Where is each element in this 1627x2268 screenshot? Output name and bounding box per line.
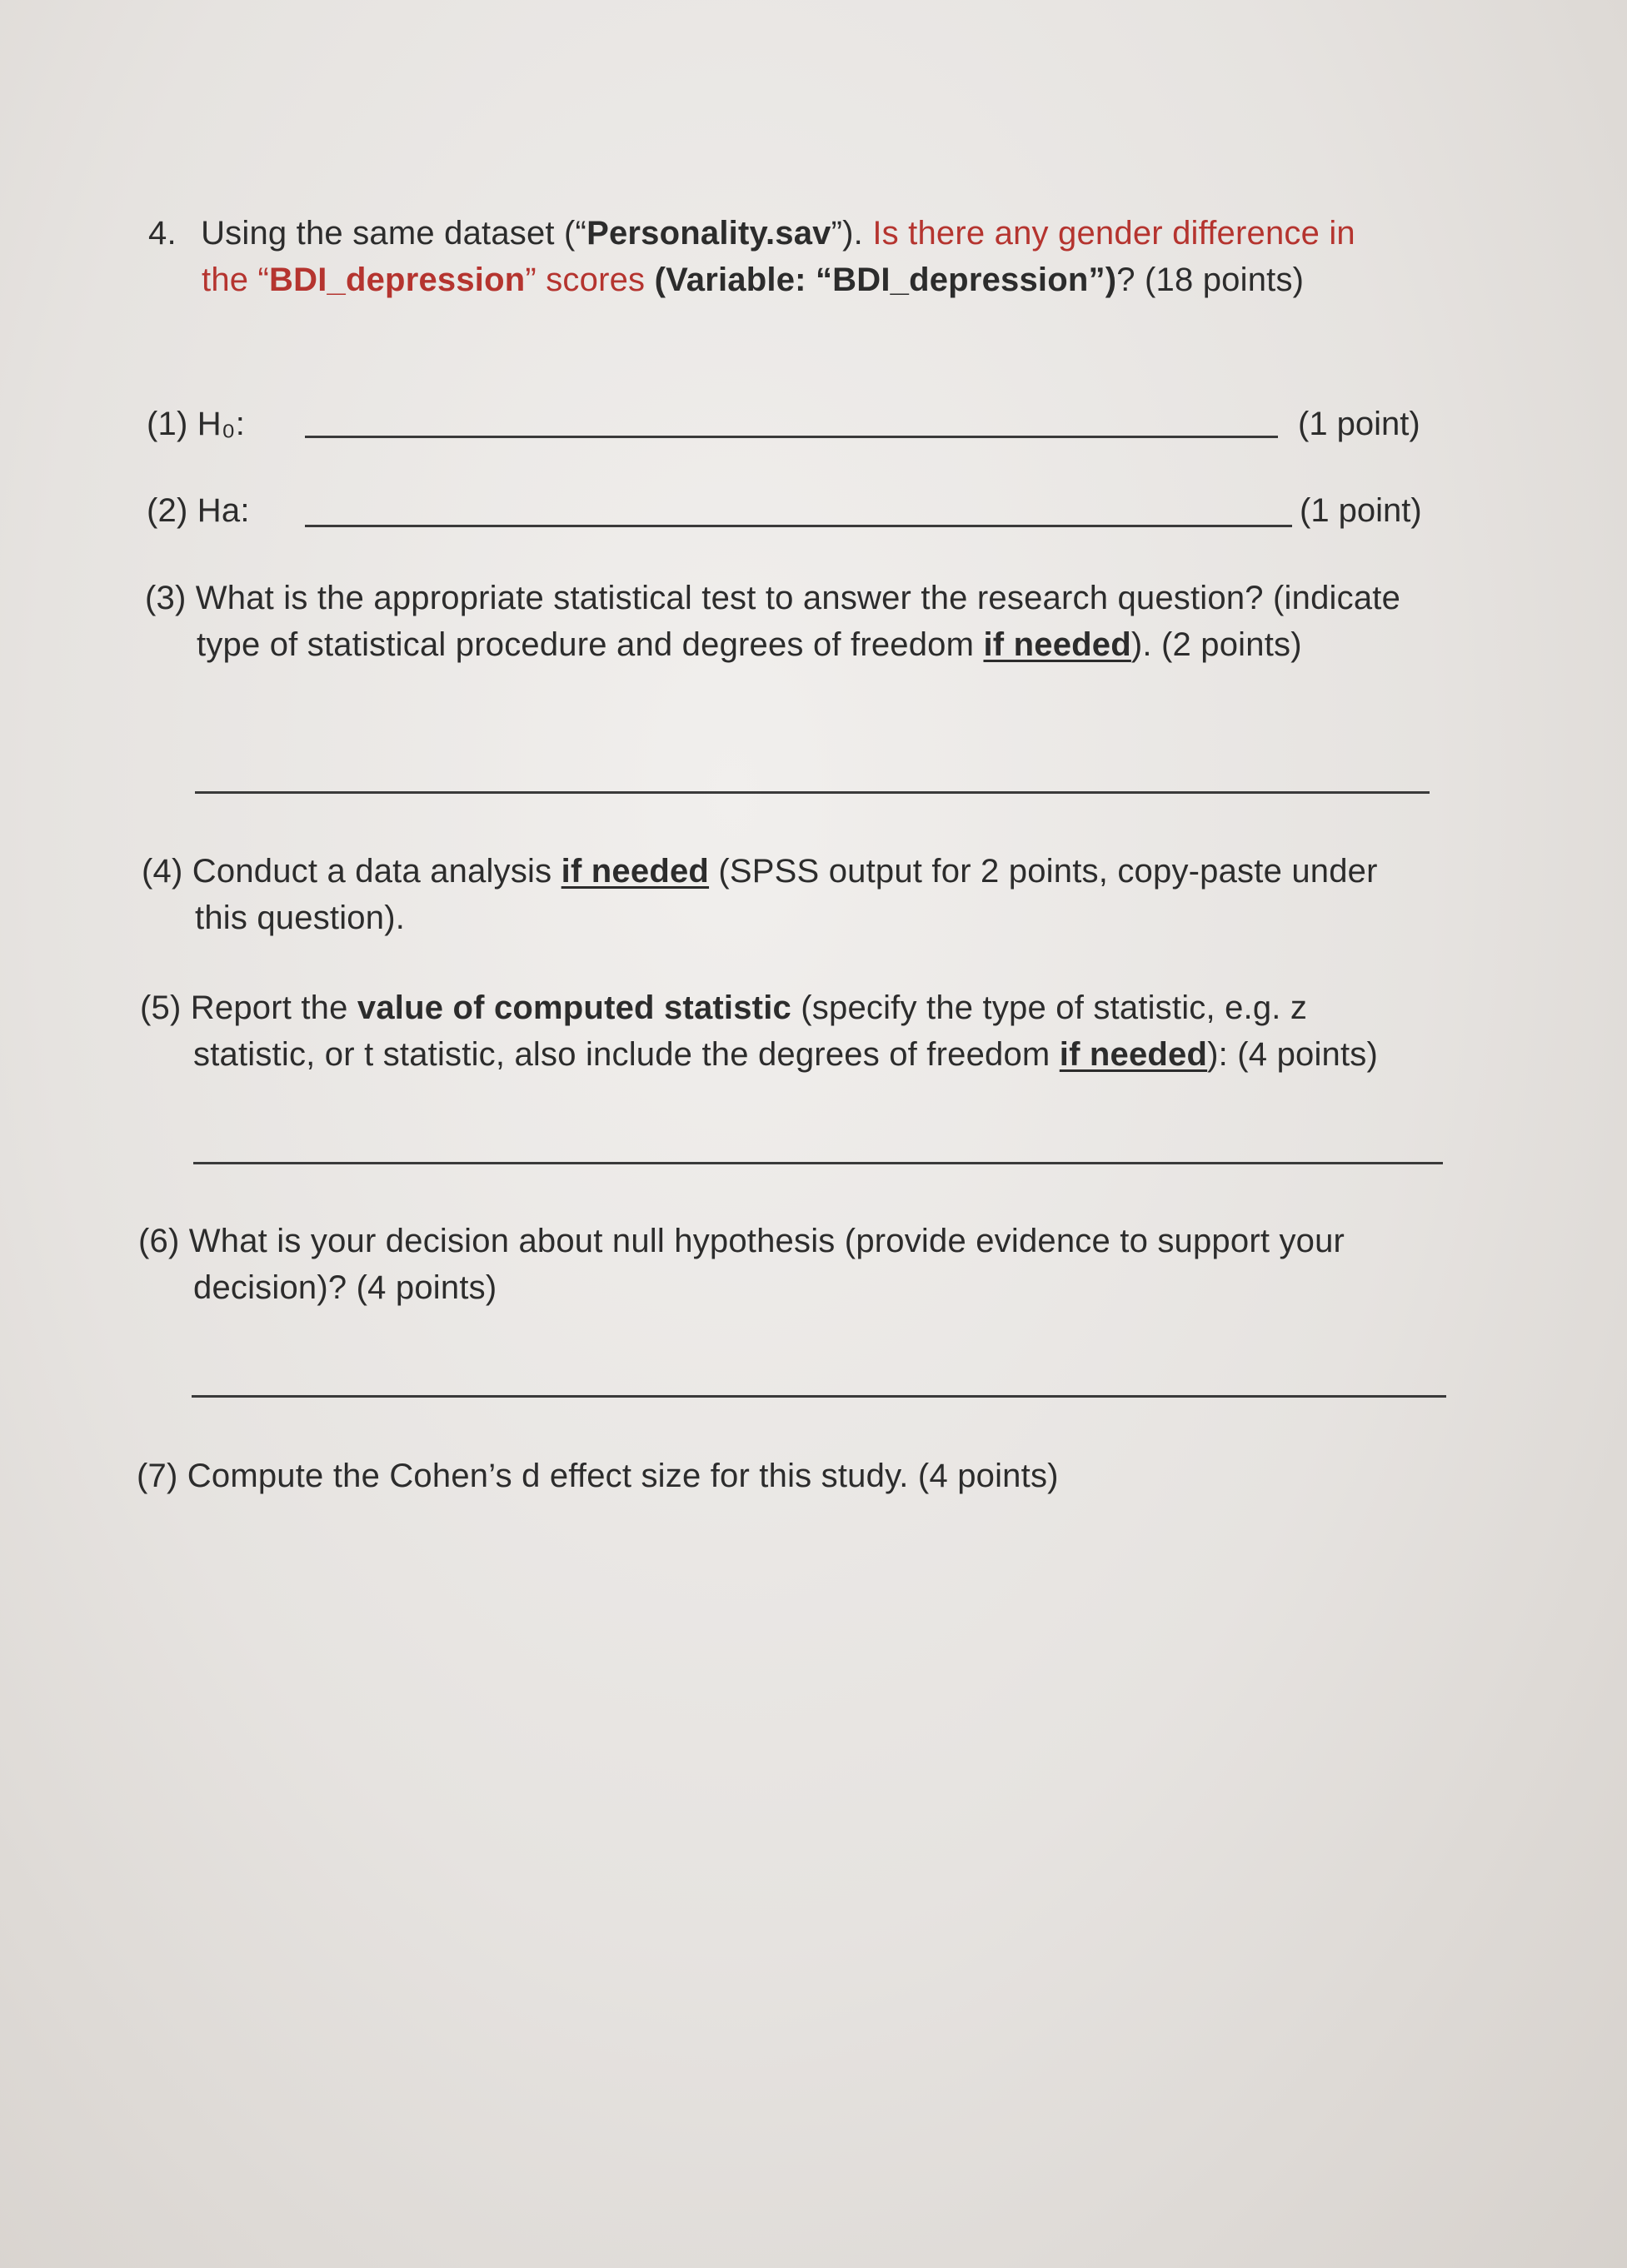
question-5-line-2: statistic, or t statistic, also include the degrees of freedom if needed): (4 points) <box>193 1036 1379 1073</box>
if-needed-emphasis: if needed <box>983 626 1131 663</box>
h0-answer-line[interactable] <box>305 436 1278 438</box>
question-3-answer-line[interactable] <box>195 791 1430 794</box>
question-6-line-2: decision)? (4 points) <box>193 1269 497 1306</box>
question-intro-end: ”). <box>831 215 863 252</box>
question-4-analysis <box>142 848 1475 941</box>
ha-label: (2) Ha: <box>147 492 250 529</box>
question-7 <box>137 1453 1470 1499</box>
question-4-line-1: (4) Conduct a data analysis if needed (SPSS output for 2 points, copy-paste under <box>142 853 1378 890</box>
question-5-answer-line[interactable] <box>193 1162 1443 1164</box>
question-4-points: ? (18 points) <box>1116 262 1305 298</box>
question-number: 4. <box>148 215 177 252</box>
h0-points: (1 point) <box>1298 406 1420 442</box>
research-question-part-a: Is there any gender difference in <box>872 215 1355 252</box>
ha-answer-line[interactable] <box>305 525 1292 527</box>
ha-points: (1 point) <box>1300 492 1422 529</box>
question-4-line-2: this question). <box>195 900 406 936</box>
question-3 <box>145 575 1478 668</box>
h0-label: (1) H₀: <box>147 406 246 442</box>
research-question-part-c: ” scores <box>525 262 646 298</box>
variable-label: (Variable: “BDI_depression”) <box>654 262 1117 298</box>
variable-name-red: BDI_depression <box>269 262 526 298</box>
question-4-line-2 <box>202 257 1451 303</box>
question-5-line-1: (5) Report the value of computed statistic (specify the type of statistic, e.g. z <box>140 989 1308 1026</box>
question-6-line-1: (6) What is your decision about null hypothesis (provide evidence to support your <box>138 1223 1345 1259</box>
research-question-part-b: the “ <box>202 262 270 298</box>
computed-statistic-emphasis: value of computed statistic <box>357 989 791 1026</box>
question-intro: Using the same dataset (“ <box>201 215 587 252</box>
if-needed-emphasis: if needed <box>1059 1036 1208 1073</box>
question-6 <box>138 1218 1488 1311</box>
question-4 <box>148 210 1448 257</box>
question-5 <box>140 984 1490 1078</box>
question-7-line-1: (7) Compute the Cohen’s d effect size for this study. (4 points) <box>137 1458 1059 1494</box>
if-needed-emphasis: if needed <box>561 853 710 890</box>
question-3-line-1: (3) What is the appropriate statistical test to answer the research question? (indicate <box>145 580 1401 616</box>
dataset-name: Personality.sav <box>586 215 831 252</box>
question-3-line-2: type of statistical procedure and degrees of freedom if needed). (2 points) <box>197 626 1302 663</box>
question-6-answer-line[interactable] <box>192 1395 1446 1398</box>
